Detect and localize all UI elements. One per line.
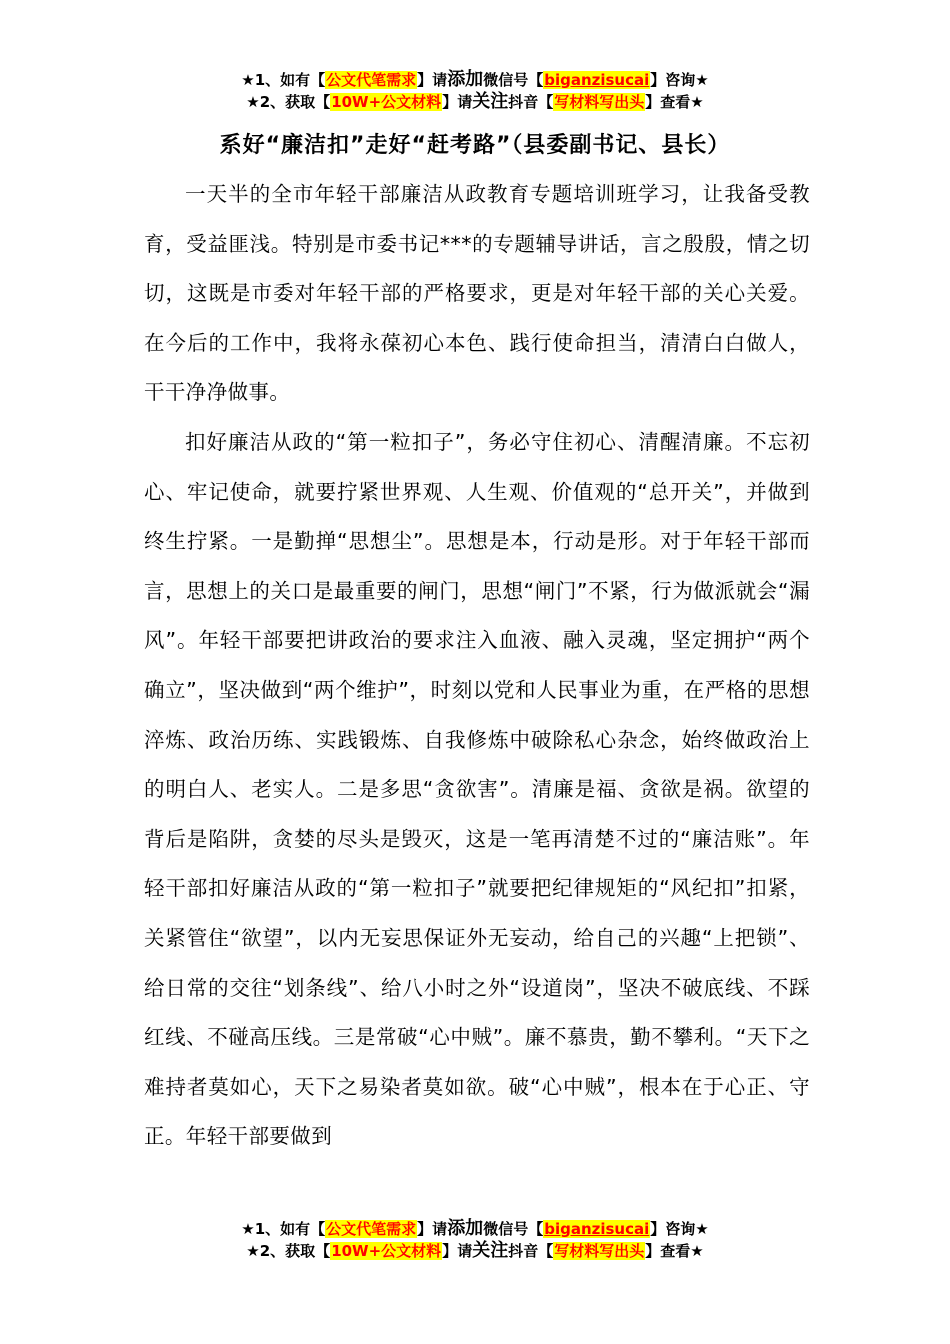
promo-text: 】查看★: [645, 93, 704, 111]
promo-text: 】查看★: [645, 1242, 704, 1260]
promo-text: ★2、获取【: [246, 93, 331, 111]
promo-emphasis: 关注: [472, 91, 509, 112]
promo-emphasis: 关注: [472, 1240, 509, 1261]
promo-text: ★2、获取【: [246, 1242, 331, 1260]
promo-line-1: [0, 69, 950, 91]
promo-text: 】请: [417, 1220, 448, 1238]
douyin-account: 写材料写出头: [554, 93, 645, 111]
promo-text: ★1、如有【: [241, 71, 326, 89]
promo-line-2: [0, 91, 950, 113]
wechat-id: biganzisucai: [544, 71, 650, 89]
bottom-promo-banner: [0, 1218, 950, 1262]
paragraph: 扣好廉洁从政的“第一粒扣子”，务必守住初心、清醒清廉。不忘初心、牢记使命，就要拧紧世界观、人生观、价值观的“总开关”，并做到终生拧紧。一是勤掸“思想尘”。思想是本，行动是形。对于年轻干部而言，思想上的关口是最重要的闸门，思想“闸门”不紧，行为做派就会“漏风”。年轻干部要把讲政治的要求注入血液、融入灵魂，坚定拥护“两个确立”，坚决做到“两个维护”，时刻以党和人民事业为重，在严格的思想淬炼、政治历练、实践锻炼、自我修炼中破除私心杂念，始终做政治上的明白人、老实人。二是多思“贪欲害”。清廉是福、贪欲是祸。欲望的背后是陷阱，贪婪的尽头是毁灭，这是一笔再清楚不过的“廉洁账”。年轻干部扣好廉洁从政的“第一粒扣子”就要把纪律规矩的“风纪扣”扣紧，关紧管住“欲望”，以内无妄思保证外无妄动，给自己的兴趣“上把锁”、给日常的交往“划条线”、给八小时之外“设道岗”，坚决不破底线、不踩红线、不碰高压线。三是常破“心中贼”。廉不慕贵，勤不攀利。“天下之难持者莫如心，天下之易染者莫如欲。破“心中贼”，根本在于心正、守正。年轻干部要做到: [144, 429, 810, 1149]
wechat-id: biganzisucai: [544, 1220, 650, 1238]
promo-text: ★1、如有【: [241, 1220, 326, 1238]
promo-text: 】咨询★: [650, 1220, 709, 1238]
highlight-service: 公文代笔需求: [326, 1220, 417, 1238]
promo-line-1: [0, 1218, 950, 1240]
promo-text: 】请: [417, 71, 448, 89]
paragraph: 一天半的全市年轻干部廉洁从政教育专题培训班学习，让我备受教育，受益匪浅。特别是市委书记***的专题辅导讲话，言之殷殷，情之切切，这既是市委对年轻干部的严格要求，更是对年轻干部的关心关爱。在今后的工作中，我将永葆初心本色、践行使命担当，清清白白做人，干干净净做事。: [144, 182, 810, 405]
promo-text: 】请: [442, 1242, 473, 1260]
douyin-account: 写材料写出头: [554, 1242, 645, 1260]
promo-text: 微信号【: [483, 71, 544, 89]
promo-text: 抖音【: [508, 93, 554, 111]
promo-text: 微信号【: [483, 1220, 544, 1238]
promo-line-2: [0, 1240, 950, 1262]
highlight-materials: 10W+公文材料: [331, 93, 442, 111]
promo-text: 】咨询★: [650, 71, 709, 89]
top-promo-banner: [0, 69, 950, 113]
highlight-service: 公文代笔需求: [326, 71, 417, 89]
promo-emphasis: 添加: [447, 1218, 484, 1239]
highlight-materials: 10W+公文材料: [331, 1242, 442, 1260]
promo-text: 抖音【: [508, 1242, 554, 1260]
promo-emphasis: 添加: [447, 69, 484, 90]
document-body: [144, 170, 810, 1162]
promo-text: 】请: [442, 93, 473, 111]
document-title: 系好“廉洁扣”走好“赶考路”（县委副书记、县长）: [219, 133, 731, 158]
